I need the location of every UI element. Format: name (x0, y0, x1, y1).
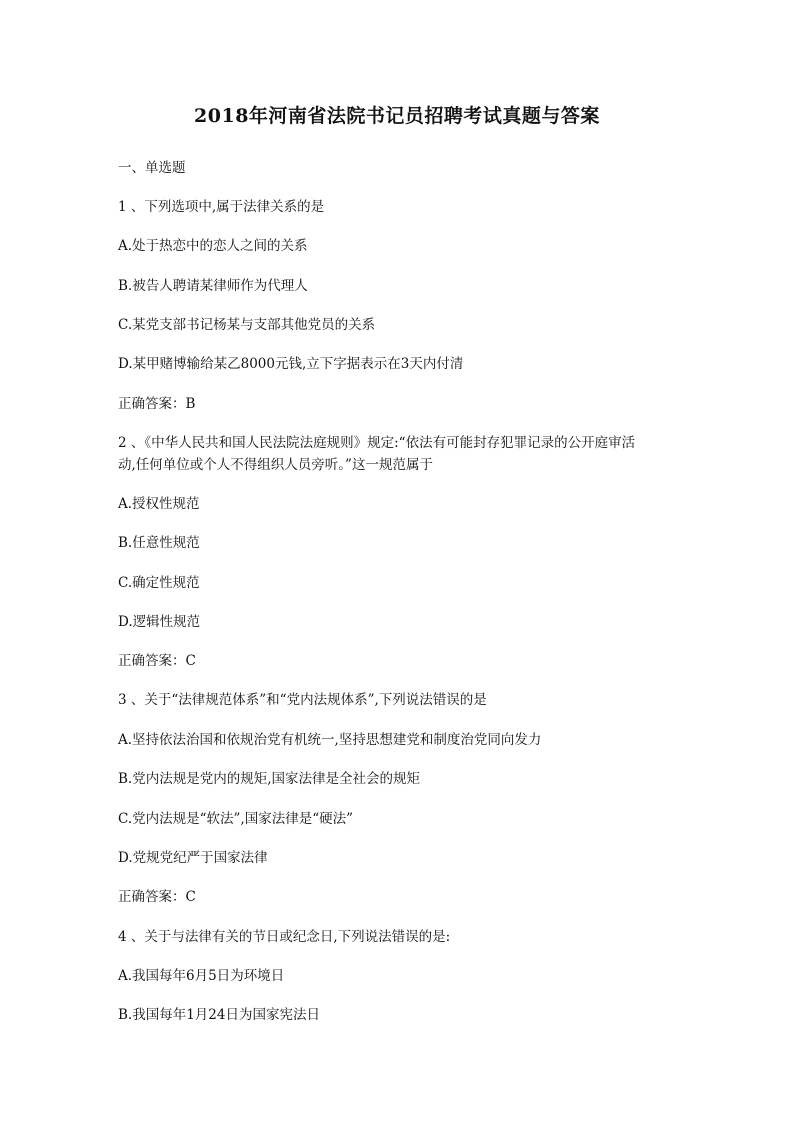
question-2-option-d: D.逻辑性规范 (118, 614, 201, 630)
question-1-answer: 正确答案：B (118, 396, 196, 412)
question-4-stem: 4 、关于与法律有关的节日或纪念日,下列说法错误的是: (118, 929, 451, 945)
question-3-option-b: B.党内法规是党内的规矩,国家法律是全社会的规矩 (118, 771, 421, 787)
question-2-stem-line-1: 2 、《中华人民共和国人民法院法庭规则》规定:“依法有可能封存犯罪记录的公开庭审活 (118, 435, 636, 451)
section-heading: 一、单选题 (118, 160, 186, 176)
question-3-option-d: D.党规党纪严于国家法律 (118, 850, 268, 866)
question-1-stem: 1 、下列选项中,属于法律关系的是 (118, 199, 325, 215)
question-1-option-d: D.某甲赌博输给某乙8000元钱,立下字据表示在3天内付清 (118, 356, 464, 372)
question-1-option-a: A.处于热恋中的恋人之间的关系 (118, 238, 308, 254)
question-2-option-a: A.授权性规范 (118, 496, 200, 512)
question-1-option-b: B.被告人聘请某律师作为代理人 (118, 278, 308, 294)
question-4-option-a: A.我国每年6月5日为环境日 (118, 968, 285, 984)
page-title: 2018年河南省法院书记员招聘考试真题与答案 (194, 105, 600, 127)
question-2-stem-line-2: 动,任何单位或个人不得组织人员旁听。”这一规范属于 (118, 457, 433, 473)
question-1-option-c: C.某党支部书记杨某与支部其他党员的关系 (118, 317, 376, 333)
question-2-option-c: C.确定性规范 (118, 575, 200, 591)
question-3-answer: 正确答案：C (118, 889, 196, 905)
question-3-option-a: A.坚持依法治国和依规治党有机统一,坚持思想建党和制度治党同向发力 (118, 732, 542, 748)
question-3-stem: 3 、关于“法律规范体系”和“党内法规体系”,下列说法错误的是 (118, 692, 487, 708)
question-3-option-c: C.党内法规是“软法”,国家法律是“硬法” (118, 811, 354, 827)
question-2-option-b: B.任意性规范 (118, 535, 200, 551)
question-2-answer: 正确答案：C (118, 653, 196, 669)
question-4-option-b: B.我国每年1月24日为国家宪法日 (118, 1007, 320, 1023)
